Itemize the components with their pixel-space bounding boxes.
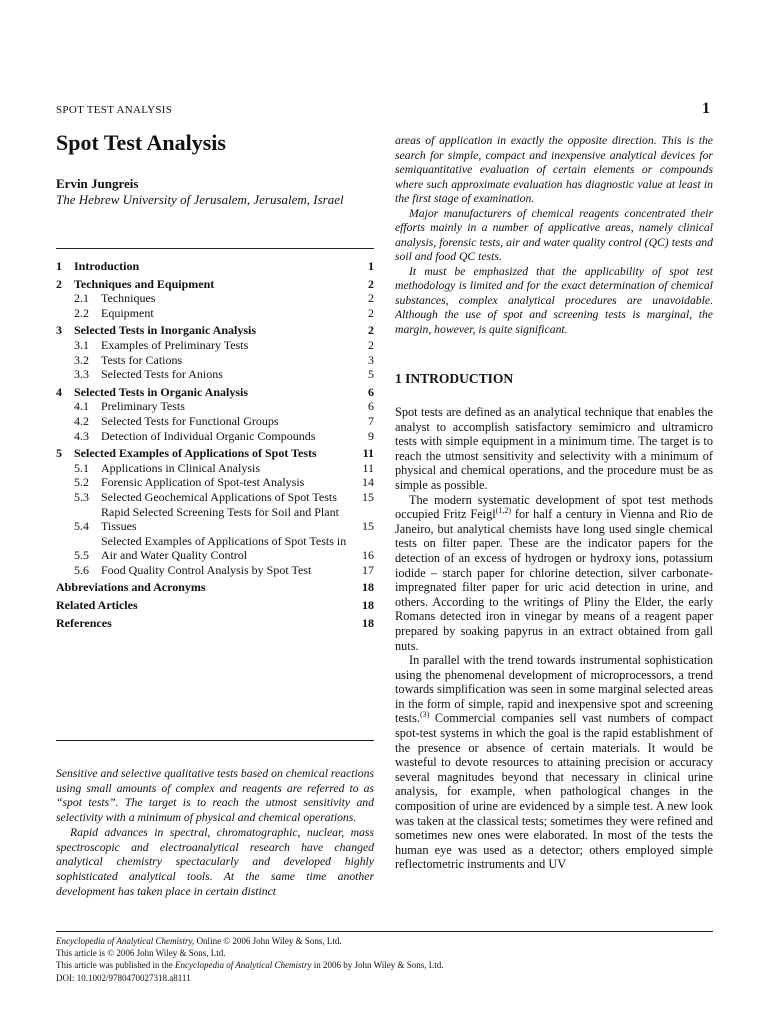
toc-entry-title: References [56, 615, 112, 630]
toc-entry-page: 18 [362, 580, 374, 595]
toc-entry-title: Selected Examples of Applications of Spot Tests [74, 446, 317, 461]
toc-entry[interactable] [56, 563, 374, 578]
toc-entry-number: 2.2 [74, 305, 89, 320]
toc-entry-page: 11 [362, 446, 374, 461]
toc-entry-page: 1 [368, 259, 374, 273]
author-name: Ervin Jungreis [56, 176, 139, 191]
toc-entry-page: 6 [368, 399, 374, 414]
toc-entry-page: 2 [368, 305, 374, 320]
toc-entry[interactable] [56, 414, 374, 429]
toc-entry-number: 4.2 [74, 413, 89, 428]
toc-entry[interactable] [56, 399, 374, 414]
toc-entry-title: Equipment [101, 305, 154, 320]
toc-entry-title: Selected Geochemical Applications of Spot Tests [101, 489, 337, 504]
toc-entry-page: 14 [362, 475, 374, 490]
toc-entry-title: Tests for Cations [101, 352, 183, 367]
article-title: Spot Test Analysis [56, 130, 226, 155]
abstract-paragraph: areas of application in exactly the opposite direction. This is the search for simple, compact and inexpensive analytical devices for semiquantitative evaluation of certain elements or compounds where such approximate evaluation has diagnostic value at least in the first stage of examination. [395, 134, 713, 205]
toc-entry[interactable] [56, 616, 374, 631]
toc-entry-page: 15 [362, 519, 374, 534]
toc-entry[interactable] [56, 490, 374, 505]
toc-entry-page: 15 [362, 489, 374, 504]
toc-entry-page: 6 [368, 384, 374, 399]
citation: (1,2) [495, 506, 511, 516]
toc-entry[interactable] [56, 534, 374, 563]
body-paragraph: Spot tests are defined as an analytical technique that enables the analyst to accomplish satisfactory semimicro and ultramicro tests with simple equipment in a minimum time. The target is to reach the utmost sensitivity and selectivity with a minimum of physical and chemical operations, and the procedure must be as simple as possible. [395, 405, 713, 492]
toc-entry-title: Selected Tests for Functional Groups [101, 413, 279, 428]
toc-entry-number: 3 [56, 323, 62, 338]
toc-entry-title: Food Quality Control Analysis by Spot Test [101, 562, 312, 577]
toc-entry-title: Selected Tests in Organic Analysis [74, 384, 249, 399]
toc-entry-title: Applications in Clinical Analysis [101, 460, 260, 475]
toc-entry[interactable] [56, 446, 374, 461]
toc-entry-page: 2 [368, 323, 374, 338]
toc-entry-title: Related Articles [56, 598, 138, 613]
toc-entry-title: Forensic Application of Spot-test Analysis [101, 475, 305, 490]
toc-entry-page: 16 [362, 548, 374, 563]
page-number: 1 [702, 100, 710, 117]
toc-entry-number: 4 [56, 384, 62, 399]
toc-entry-number: 5.3 [74, 489, 89, 504]
toc-entry[interactable] [56, 291, 374, 306]
toc-bottom-rule [56, 740, 374, 741]
toc-entry[interactable] [56, 367, 374, 382]
toc-entry-number: 4.1 [74, 399, 89, 414]
toc-entry-number: 3.1 [74, 337, 89, 352]
toc-entry-title: Selected Tests for Anions [101, 367, 223, 382]
toc-entry[interactable] [56, 598, 374, 613]
body-paragraph: The modern systematic development of spot test methods occupied Fritz Feigl$^{(1,2)}$ for half a century in Vienna and Rio de Janeiro, but analytical chemists have long used single chemical tests on filter paper. These are the indicator papers for the detection of an excess of hydrogen or hydroxy ions, potassium iodide – starch paper for chlorine detection, silver carbonate-impregnated filter paper for uric acid detection in urine, and others. According to the writings of Pliny the Elder, the early Romans detected iron in vinegar by means of a reagent paper prepared by soaking papyrus in an extract obtained from gall nuts. [395, 492, 713, 653]
toc-entry-number: 3.2 [74, 352, 89, 367]
abstract-paragraph: Rapid advances in spectral, chromatographic, nuclear, mass spectroscopic and electroanalytical research have changed analytical chemistry spectacularly and developed highly sophisticated analytical tools. At the same time another development has taken place in certain distinct [56, 825, 374, 898]
toc-entry-title: Selected Examples of Applications of Spot Tests in Air and Water Quality Control [101, 533, 347, 563]
abstract-paragraph: Sensitive and selective qualitative tests based on chemical reactions using small amounts of complex and reagents are referred to as “spot tests”. The target is to reach the utmost sensitivity and selectivity with a minimum of physical and chemical operations. [56, 767, 374, 825]
footer-line: Encyclopedia of Analytical Chemistry, Online © 2006 John Wiley & Sons, Ltd. [56, 936, 342, 946]
footer-line: This article was published in the Encyclopedia of Analytical Chemistry in 2006 by John Wiley & Sons, Ltd. [56, 960, 444, 971]
section-heading-introduction: 1 INTRODUCTION [395, 371, 514, 386]
toc-entry-title: Preliminary Tests [101, 399, 185, 414]
toc-entry-title: Examples of Preliminary Tests [101, 337, 249, 352]
toc-entry-number: 5.2 [74, 475, 89, 490]
toc-entry-title: Techniques [101, 291, 156, 306]
toc-entry-number: 5.6 [74, 562, 89, 577]
toc-entry-number: 5.4 [74, 519, 89, 534]
toc-entry-title: Introduction [74, 259, 140, 273]
toc-entry-number: 3.3 [74, 367, 89, 382]
toc-entry-title: Rapid Selected Screening Tests for Soil and Plant Tissues [101, 504, 339, 534]
toc-entry-page: 18 [362, 598, 374, 613]
toc-entry-page: 2 [368, 291, 374, 306]
toc-entry[interactable] [56, 353, 374, 368]
toc-entry[interactable] [56, 461, 374, 476]
toc-entry-page: 2 [368, 337, 374, 352]
toc-entry-number: 1 [56, 259, 62, 273]
body-paragraph: In parallel with the trend towards instrumental sophistication using the phenomenal development of microprocessors, a trend towards simplification was seen in some marginal selected areas in the form of simple, rapid and inexpensive spot and screening tests.$^{(3)}$ Commercial companies sell vast numbers of compact spot-test systems in which the goal is the rapid establishment of the presence or absence of certain materials. It would be wasteful to devote resources to attaining precision or accuracy several magnitudes beyond that necessary in clinical urine analysis, for example, when pathological changes in the composition of urine are evidenced by a simple test. A new look was taken at the classical tests; sometimes they were refined and sometimes new ones were elaborated. In most of the tests the human eye was used as a detector; others employed simple reflectometric instruments and UV [395, 653, 713, 872]
footer [56, 935, 444, 984]
toc-entry-number: 5 [56, 446, 62, 461]
toc-entry-title: Abbreviations and Acronyms [56, 580, 206, 595]
footer-line: DOI: 10.1002/9780470027318.a8111 [56, 972, 191, 983]
footer-line: This article is © 2006 John Wiley & Sons, Ltd. [56, 948, 226, 959]
toc-entry[interactable] [56, 429, 374, 444]
toc-entry-number: 2 [56, 276, 62, 291]
toc-entry[interactable] [56, 306, 374, 321]
toc-entry-number: 5.1 [74, 460, 89, 475]
toc-entry[interactable] [56, 259, 374, 274]
toc-entry[interactable] [56, 277, 374, 292]
footer-rule [56, 931, 713, 932]
abstract-right [395, 134, 713, 337]
toc-entry-page: 3 [368, 352, 374, 367]
toc-entry-page: 7 [368, 413, 374, 428]
toc-entry-title: Techniques and Equipment [74, 276, 215, 291]
toc-entry-page: 5 [368, 367, 374, 382]
author-affiliation: The Hebrew University of Jerusalem, Jerusalem, Israel [56, 192, 344, 207]
toc-entry-page: 18 [362, 615, 374, 630]
toc-top-rule [56, 248, 374, 249]
toc-entry-page: 17 [362, 562, 374, 577]
toc-entry-page: 2 [368, 276, 374, 291]
toc-entry[interactable] [56, 323, 374, 338]
abstract-paragraph: Major manufacturers of chemical reagents concentrated their efforts mainly in a number of applicative areas, namely clinical analysis, forensic tests, air and water quality control (QC) tests and soil and food QC tests. [395, 206, 713, 263]
toc-entry[interactable] [56, 475, 374, 490]
abstract-left [56, 767, 374, 899]
introduction-body [395, 405, 713, 872]
table-of-contents [56, 259, 374, 630]
toc-entry[interactable] [56, 385, 374, 400]
toc-entry-title: Detection of Individual Organic Compounds [101, 428, 316, 443]
toc-entry-page: 11 [362, 460, 374, 475]
toc-entry-title: Selected Tests in Inorganic Analysis [74, 323, 257, 338]
toc-entry-number: 4.3 [74, 428, 89, 443]
toc-entry-page: 9 [368, 428, 374, 443]
toc-entry[interactable] [56, 580, 374, 595]
toc-entry[interactable] [56, 338, 374, 353]
toc-entry[interactable] [56, 505, 374, 534]
toc-entry-number: 2.1 [74, 291, 89, 306]
citation: (3) [419, 710, 430, 720]
abstract-paragraph: It must be emphasized that the applicability of spot test methodology is limited and for the exact determination of chemical substances, complex analytical procedures are unavoidable. Although the use of spot and screening tests is marginal, the margin, however, is quite significant. [395, 264, 713, 336]
running-head: SPOT TEST ANALYSIS [56, 104, 173, 116]
toc-entry-number: 5.5 [74, 548, 89, 563]
